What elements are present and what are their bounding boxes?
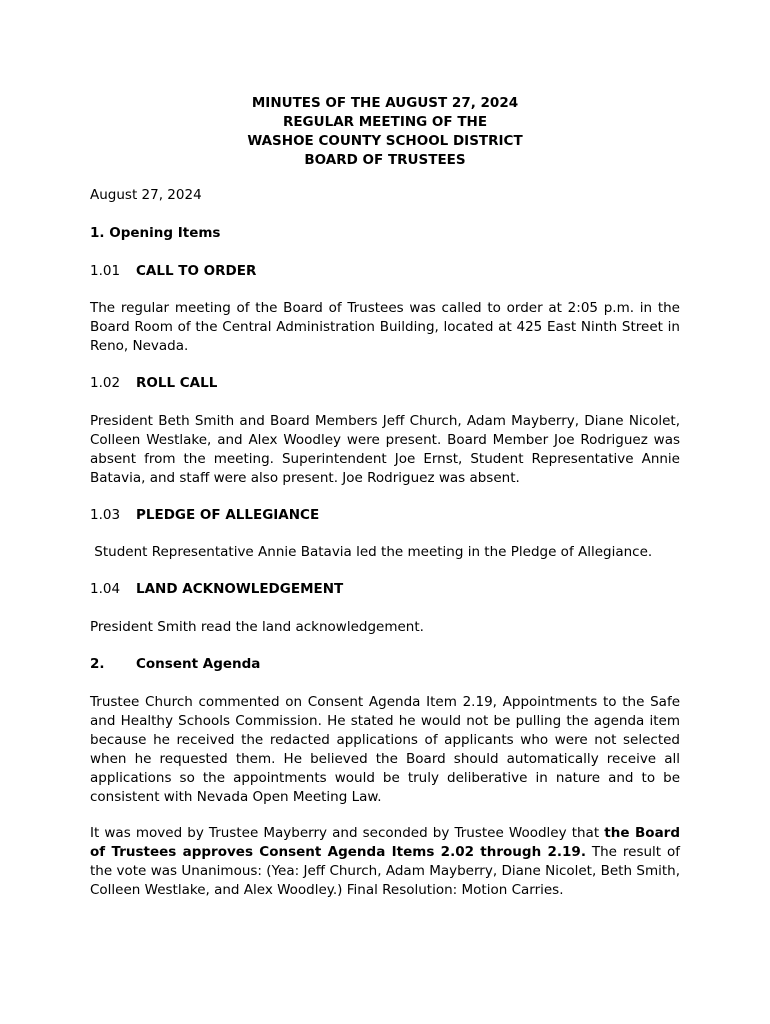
section-1-heading: 1. Opening Items xyxy=(90,225,221,241)
item-1-04-text: President Smith read the land acknowledgement. xyxy=(90,619,424,635)
motion-intro: It was moved by Trustee Mayberry and seconded by Trustee Woodley that xyxy=(90,825,605,841)
consent-agenda-comment: Trustee Church commented on Consent Agenda Item 2.19, Appointments to the Safe and Healthy Schools Commission. He stated he would not be pulling the agenda item because he received the redacted applications of applicants who were not selected when he requested them. He believed the Board should automatically receive all applications so the appointments would be truly deliberative in nature and to be consistent with Nevada Open Meeting Law. xyxy=(90,694,680,805)
item-number: 1.03 xyxy=(90,507,121,523)
item-1-01-text: The regular meeting of the Board of Trustees was called to order at 2:05 p.m. in the Board Room of the Central Administration Building, located at 425 East Ninth Street in Reno, Nevada. xyxy=(90,300,680,354)
meeting-date: August 27, 2024 xyxy=(90,187,202,203)
item-number: 1.01 xyxy=(90,263,121,279)
item-label: PLEDGE OF ALLEGIANCE xyxy=(136,507,320,523)
title-line-3: WASHOE COUNTY SCHOOL DISTRICT xyxy=(247,133,523,149)
motion-result: The result of the vote was Unanimous: (Yea: Jeff Church, Adam Mayberry, Diane Nicolet, Beth Smith, Colleen Westlake, and Alex Woodley.) Final Resolution: Motion Carries. xyxy=(90,844,680,898)
section-number: 2. xyxy=(90,656,105,672)
item-1-02-heading xyxy=(90,374,680,393)
item-label: ROLL CALL xyxy=(136,375,218,391)
item-1-03-text: Student Representative Annie Batavia led the meeting in the Pledge of Allegiance. xyxy=(90,544,653,560)
item-1-02-text: President Beth Smith and Board Members Jeff Church, Adam Mayberry, Diane Nicolet, Colleen Westlake, and Alex Woodley were present. Board Member Joe Rodriguez was absent from the meeting. Superintendent Joe Ernst, Student Representative Annie Batavia, and staff were also present. Joe Rodriguez was absent. xyxy=(90,413,680,486)
document-title xyxy=(90,94,680,170)
section-2-heading xyxy=(90,655,680,674)
title-line-1: MINUTES OF THE AUGUST 27, 2024 xyxy=(251,95,519,111)
motion-text: the Board of Trustees approves Consent Agenda Items 2.02 through 2.19. xyxy=(90,825,680,860)
item-1-03-heading xyxy=(90,506,680,525)
item-label: CALL TO ORDER xyxy=(136,263,257,279)
item-1-01-heading xyxy=(90,262,680,281)
consent-agenda-motion xyxy=(90,824,680,900)
title-line-2: REGULAR MEETING OF THE xyxy=(282,114,488,130)
section-label: Consent Agenda xyxy=(136,656,261,672)
item-label: LAND ACKNOWLEDGEMENT xyxy=(136,581,344,597)
item-1-04-heading xyxy=(90,580,680,599)
item-number: 1.02 xyxy=(90,375,121,391)
item-number: 1.04 xyxy=(90,581,121,597)
title-line-4: BOARD OF TRUSTEES xyxy=(304,152,466,168)
